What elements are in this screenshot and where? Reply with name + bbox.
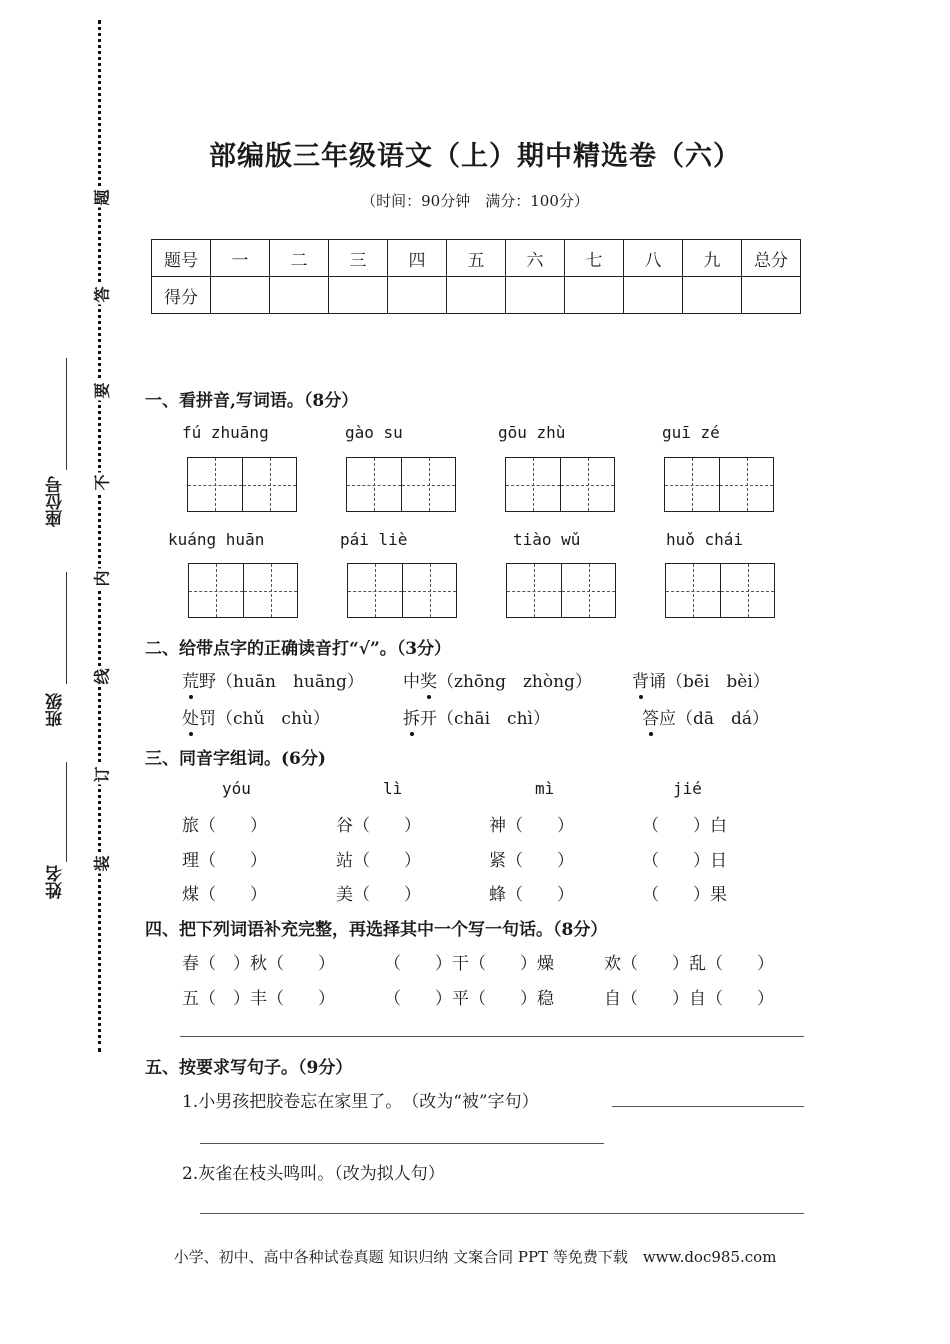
word-blank[interactable]: 蜂（ ）: [489, 885, 574, 905]
score-cell: 六: [506, 240, 565, 277]
binding-char: 订: [90, 765, 113, 785]
binding-char: 答: [90, 285, 113, 305]
word-blank[interactable]: 美（ ）: [336, 885, 421, 905]
name-label: 姓名: [46, 865, 66, 899]
section-2-title: 二、给带点字的正确读音打“√”。（3分）: [145, 639, 452, 659]
pinyin-label: jié: [673, 779, 702, 798]
writing-grid[interactable]: [665, 563, 775, 618]
score-cell: 二: [270, 240, 329, 277]
page-title: 部编版三年级语文（上）期中精选卷（六）: [209, 141, 741, 172]
score-input-cell[interactable]: [447, 277, 506, 314]
dotted-char: 答: [642, 704, 659, 729]
writing-grid[interactable]: [188, 563, 298, 618]
class-label: 班级: [46, 693, 66, 727]
footer-text: 小学、初中、高中各种试卷真题 知识归纳 文案合同 PPT 等免费下载 www.doc985.com: [173, 1248, 777, 1266]
word-blank[interactable]: （ ）日: [642, 851, 727, 871]
score-cell: 五: [447, 240, 506, 277]
idiom-blank[interactable]: （ ）干（ ）燥: [384, 954, 554, 974]
writing-grid[interactable]: [347, 563, 457, 618]
pinyin-label: yóu: [222, 779, 251, 798]
item-text: 野（huān huāng）: [199, 672, 364, 692]
pronunciation-item[interactable]: [182, 704, 330, 729]
score-input-cell[interactable]: [565, 277, 624, 314]
score-cell: 一: [211, 240, 270, 277]
binding-char: 题: [90, 188, 113, 208]
dotted-char: 拆: [403, 704, 420, 729]
idiom-blank[interactable]: 欢（ ）乱（ ）: [604, 954, 774, 974]
writing-grid[interactable]: [505, 457, 615, 512]
score-table: [151, 239, 801, 314]
score-input-cell[interactable]: [211, 277, 270, 314]
item-text: 应（dā dá）: [659, 709, 770, 729]
section-4-title: 四、把下列词语补充完整，再选择其中一个写一句话。（8分）: [145, 920, 608, 940]
score-input-cell[interactable]: [683, 277, 742, 314]
section-5-title: 五、按要求写句子。（9分）: [145, 1058, 353, 1078]
exam-info: （时间：90分钟 满分：100分）: [361, 192, 589, 210]
pinyin-label: kuáng huān: [168, 530, 265, 549]
pinyin-label: lì: [383, 779, 403, 798]
word-blank[interactable]: 煤（ ）: [182, 885, 267, 905]
pinyin-label: pái liè: [340, 530, 408, 549]
score-cell: 总分: [742, 240, 801, 277]
score-table-header-row: [152, 240, 801, 277]
class-fill-line[interactable]: [66, 572, 67, 684]
score-cell: 题号: [152, 240, 211, 277]
pinyin-label: tiào wǔ: [513, 530, 581, 549]
score-cell: 四: [388, 240, 447, 277]
idiom-blank[interactable]: （ ）平（ ）稳: [384, 989, 554, 1009]
score-input-cell[interactable]: [624, 277, 683, 314]
word-blank[interactable]: 旅（ ）: [182, 816, 267, 836]
score-cell: 八: [624, 240, 683, 277]
item-text: 罚（chǔ chù）: [199, 709, 330, 729]
item-text: 诵（bēi bèi）: [649, 672, 770, 692]
word-blank[interactable]: （ ）白: [642, 816, 727, 836]
score-input-cell[interactable]: [506, 277, 565, 314]
pronunciation-item[interactable]: [403, 704, 550, 729]
dotted-char: 处: [182, 704, 199, 729]
seat-fill-line[interactable]: [66, 358, 67, 470]
writing-grid[interactable]: [664, 457, 774, 512]
pinyin-label: gōu zhù: [498, 423, 566, 442]
word-blank[interactable]: 神（ ）: [489, 816, 574, 836]
binding-char: 要: [90, 381, 113, 401]
answer-line-2[interactable]: [200, 1213, 804, 1214]
word-blank[interactable]: 紧（ ）: [489, 851, 574, 871]
sentence-answer-line[interactable]: [180, 1036, 804, 1037]
score-input-cell[interactable]: [270, 277, 329, 314]
pinyin-label: guī zé: [662, 423, 720, 442]
binding-char: 线: [90, 667, 113, 687]
writing-grid[interactable]: [187, 457, 297, 512]
binding-char: 内: [90, 569, 113, 589]
word-blank[interactable]: （ ）果: [642, 885, 727, 905]
score-table-score-row: [152, 277, 801, 314]
writing-grid[interactable]: [506, 563, 616, 618]
word-blank[interactable]: 理（ ）: [182, 851, 267, 871]
question-1: 1.小男孩把胶卷忘在家里了。 （改为“被”字句）: [182, 1092, 539, 1112]
section-1-title: 一、看拼音,写词语。（8分）: [145, 391, 359, 411]
answer-line-1b[interactable]: [200, 1143, 604, 1144]
answer-line-1a[interactable]: [612, 1106, 804, 1107]
score-input-cell[interactable]: [329, 277, 388, 314]
pinyin-label: gào su: [345, 423, 403, 442]
pinyin-label: mì: [535, 779, 555, 798]
item-text: 开（chāi chì）: [420, 709, 550, 729]
score-input-cell[interactable]: [742, 277, 801, 314]
word-blank[interactable]: 站（ ）: [336, 851, 421, 871]
binding-dotted-line: [98, 20, 101, 1052]
word-blank[interactable]: 谷（ ）: [336, 816, 421, 836]
item-text: 中: [403, 672, 420, 692]
pronunciation-item[interactable]: [632, 667, 770, 692]
dotted-char: 奖: [420, 667, 437, 692]
item-text: （zhōng zhòng）: [437, 672, 592, 692]
pinyin-label: fú zhuāng: [182, 423, 269, 442]
idiom-blank[interactable]: 春（ ）秋（ ）: [182, 954, 335, 974]
score-row-label: 得分: [152, 277, 211, 314]
score-cell: 九: [683, 240, 742, 277]
pronunciation-item[interactable]: [403, 667, 592, 692]
pronunciation-item[interactable]: [642, 704, 769, 729]
pronunciation-item[interactable]: [182, 667, 364, 692]
section-3-title: 三、同音字组词。(6分): [145, 749, 326, 769]
score-input-cell[interactable]: [388, 277, 447, 314]
question-2: 2.灰雀在枝头鸣叫。（改为拟人句）: [182, 1164, 445, 1184]
dotted-char: 荒: [182, 667, 199, 692]
idiom-blank[interactable]: 自（ ）自（ ）: [604, 989, 774, 1009]
name-fill-line[interactable]: [66, 762, 67, 862]
score-cell: 三: [329, 240, 388, 277]
dotted-char: 背: [632, 667, 649, 692]
writing-grid[interactable]: [346, 457, 456, 512]
idiom-blank[interactable]: 五（ ）丰（ ）: [182, 989, 335, 1009]
binding-char: 不: [90, 473, 113, 493]
pinyin-label: huǒ chái: [666, 530, 744, 549]
seat-label: 座位号: [46, 476, 66, 528]
binding-char: 装: [90, 854, 113, 874]
score-cell: 七: [565, 240, 624, 277]
